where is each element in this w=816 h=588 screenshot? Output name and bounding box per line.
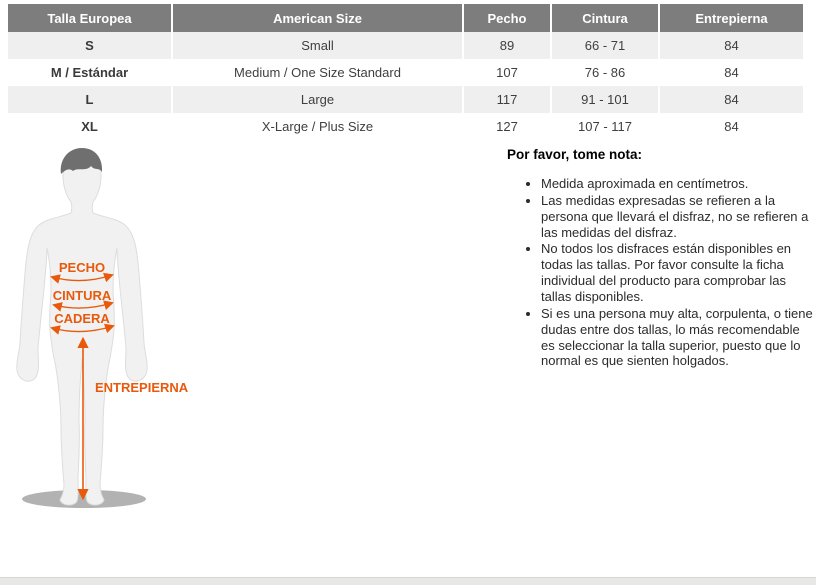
cell-inseam: 84 — [658, 86, 803, 113]
cell-waist: 91 - 101 — [550, 86, 658, 113]
note-item: • Las medidas expresadas se refieren a la persona que llevará el disfraz, no se refieren a las medidas del disfraz. — [541, 193, 813, 241]
table-row-m — [8, 59, 803, 86]
notes-section — [507, 147, 813, 370]
inseam-label: ENTREPIERNA — [95, 380, 189, 395]
cell-inseam: 84 — [658, 32, 803, 59]
cell-inseam: 84 — [658, 59, 803, 86]
size-table-container — [8, 4, 803, 140]
cell-size-eu: S — [8, 32, 171, 59]
cell-chest: 117 — [462, 86, 550, 113]
notes-list — [507, 176, 813, 369]
cell-waist: 76 - 86 — [550, 59, 658, 86]
measurement-figure — [0, 140, 260, 560]
cell-size-us: Small — [171, 32, 462, 59]
size-table-header-row — [8, 4, 803, 32]
cell-inseam: 84 — [658, 113, 803, 140]
note-item: • Medida aproximada en centímetros. — [541, 176, 813, 192]
cell-size-eu: XL — [8, 113, 171, 140]
waist-label: CINTURA — [52, 288, 112, 303]
body-silhouette — [17, 151, 147, 505]
cell-size-us: X-Large / Plus Size — [171, 113, 462, 140]
chest-label: PECHO — [58, 260, 106, 275]
col-header-american-size: American Size — [171, 4, 462, 32]
table-row-l — [8, 86, 803, 113]
cell-chest: 89 — [462, 32, 550, 59]
horizontal-scrollbar[interactable] — [0, 577, 816, 585]
table-row-xl — [8, 113, 803, 140]
cell-size-eu: L — [8, 86, 171, 113]
body-figure-svg — [0, 140, 260, 560]
col-header-entrepierna: Entrepierna — [658, 4, 803, 32]
cell-size-eu: M / Estándar — [8, 59, 171, 86]
cell-size-us: Medium / One Size Standard — [171, 59, 462, 86]
col-header-talla-europea: Talla Europea — [8, 4, 171, 32]
note-item: • Si es una persona muy alta, corpulenta, o tiene dudas entre dos tallas, lo más recomendable es seleccionar la talla superior, puesto que lo normal es que sienten holgados. — [541, 306, 813, 369]
hip-label: CADERA — [54, 311, 110, 326]
cell-size-us: Large — [171, 86, 462, 113]
floor-shadow — [22, 490, 146, 508]
cell-chest: 127 — [462, 113, 550, 140]
col-header-pecho: Pecho — [462, 4, 550, 32]
col-header-cintura: Cintura — [550, 4, 658, 32]
table-row-s — [8, 32, 803, 59]
note-item: • No todos los disfraces están disponibles en todas las tallas. Por favor consulte la ficha individual del producto para comprobar las tallas disponibles. — [541, 241, 813, 304]
cell-waist: 66 - 71 — [550, 32, 658, 59]
size-table — [8, 4, 803, 140]
cell-chest: 107 — [462, 59, 550, 86]
notes-heading: Por favor, tome nota: — [507, 147, 643, 162]
cell-waist: 107 - 117 — [550, 113, 658, 140]
